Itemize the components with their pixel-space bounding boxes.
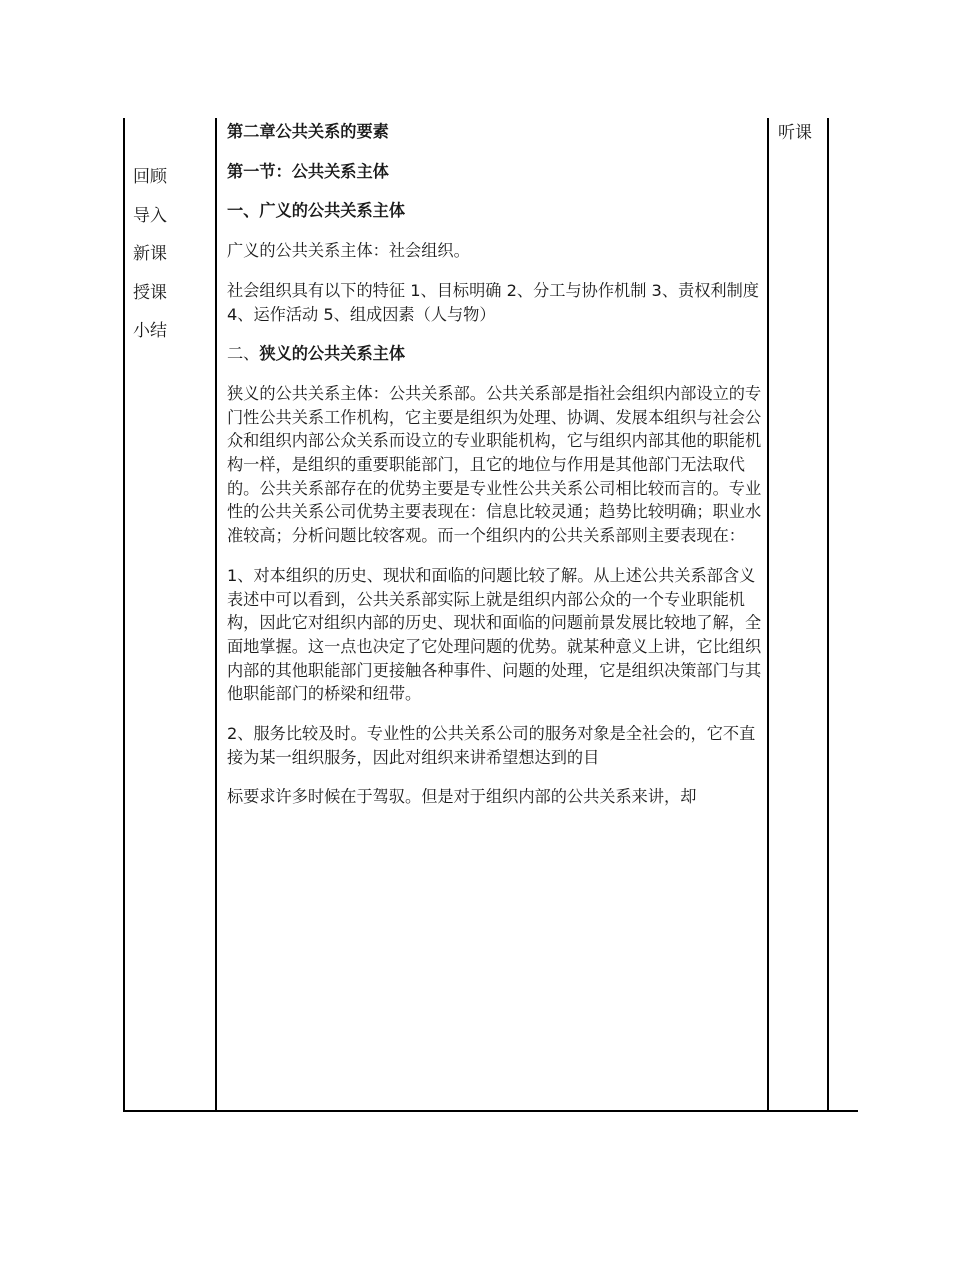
stage-introduction: 导入 bbox=[133, 205, 167, 226]
paragraph-broad-definition: 广义的公共关系主体：社会组织。 bbox=[227, 241, 470, 261]
section-title: 第一节：公共关系主体 bbox=[227, 161, 389, 181]
paragraph-continuation: 标要求许多时候在于驾驭。但是对于组织内部的公共关系来讲，却 bbox=[227, 787, 697, 807]
table-border-right bbox=[827, 118, 829, 1112]
student-activity-cell: 听课 bbox=[778, 123, 812, 143]
chapter-title: 第二章公共关系的要素 bbox=[227, 122, 389, 141]
paragraph-advantage-1: 1、对本组织的历史、现状和面临的问题比较了解。从上述公共关系部含义表述中可以看到，公共关系部实际上就是组织内部公众的一个专业职能机构，因此它对组织内部的历史、现状和面临的问题前景发展比较地了解，全面地掌握。这一点也决定了它处理问题的优势。就某种意义上讲，它比组织内部的其他职能部门更接触各种事件、问题的处理，它是组织决策部门与其他职能部门的桥梁和纽带。 bbox=[227, 565, 762, 704]
paragraph-pr-department: 狭义的公共关系主体：公共关系部。公共关系部是指社会组织内部设立的专门性公共关系工作机构，它主要是组织为处理、协调、发展本组织与社会公众和组织内部公众关系而设立的专业职能机构，它与组织内部其他的职能机构一样，是组织的重要职能部门，且它的地位与作用是其他部门无法取代的。公共关系部存在的优势主要是专业性公共关系公司相比较而言的。专业性的公共关系公司优势主要表现在：信息比较灵通；趋势比较明确；职业水准较高；分析问题比较客观。而一个组织内的公共关系部则主要表现在： bbox=[227, 383, 762, 546]
stage-new-lesson: 新课 bbox=[133, 244, 167, 264]
heading-broad-subject: 一、广义的公共关系主体 bbox=[227, 201, 406, 221]
table-divider-right bbox=[767, 118, 769, 1112]
teaching-stages-column bbox=[133, 158, 213, 351]
stage-summary: 小结 bbox=[133, 321, 167, 341]
table-border-left bbox=[123, 118, 125, 1112]
table-border-bottom bbox=[123, 1110, 858, 1112]
table-divider-left bbox=[215, 118, 217, 1112]
lesson-content bbox=[227, 120, 767, 809]
heading-narrow-text: 狭义的公共关系主体 bbox=[259, 344, 406, 364]
paragraph-organization-features: 社会组织具有以下的特征 1、目标明确 2、分工与协作机制 3、责权利制度 4、运作活动 5、组成因素（人与物） bbox=[227, 280, 759, 324]
stage-teaching: 授课 bbox=[133, 282, 167, 303]
heading-narrow-prefix: 二、 bbox=[227, 344, 260, 364]
stage-review: 回顾 bbox=[133, 167, 167, 187]
paragraph-advantage-2: 2、服务比较及时。专业性的公共关系公司的服务对象是全社会的，它不直接为某一组织服务，因此对组织来讲希望想达到的目 bbox=[227, 724, 756, 767]
heading-narrow-subject bbox=[227, 342, 767, 366]
